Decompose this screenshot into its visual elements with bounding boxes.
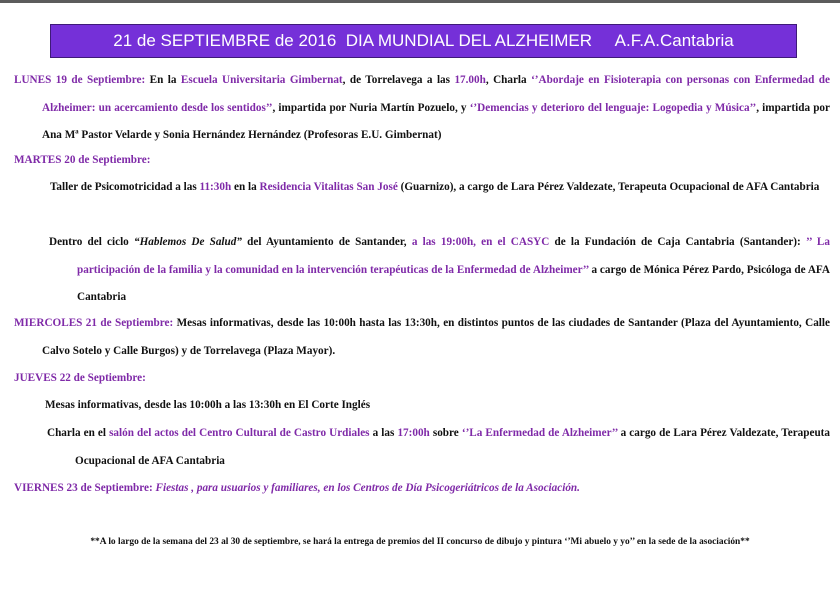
tuesday-e1-text-2: en la — [231, 181, 260, 193]
thursday-e2-text-1: Charla en el — [47, 427, 110, 439]
thursday-e2-time: 17:00h — [397, 427, 430, 439]
tuesday-e2-text-1: Dentro del ciclo — [49, 236, 134, 248]
tuesday-heading — [14, 147, 830, 175]
tuesday-e2-text-3: de la Fundación de Caja Cantabria (Santander): — [549, 236, 806, 248]
thursday-e2-venue: salón del actos del Centro Cultural de Castro Urdiales — [109, 427, 370, 439]
tuesday-e1-time: 11:30h — [199, 181, 232, 193]
page-title: 21 de SEPTIEMBRE de 2016 DIA MUNDIAL DEL ALZHEIMER A.F.A.Cantabria — [113, 31, 734, 50]
monday-text-5: , impartida por Ana Mª Pastor Velarde y Sonia Hernández Hernández (Profesoras E.U. Gimbernat) — [42, 101, 830, 141]
monday-venue: Escuela Universitaria Gimbernat — [180, 74, 343, 86]
page-title-banner — [50, 24, 797, 58]
thursday-e2-text-4: a cargo de Lara Pérez Valdezate, Terapeuta Ocupacional de AFA Cantabria — [75, 427, 830, 467]
monday-time: 17.00h — [454, 74, 486, 86]
thursday-entry-1 — [45, 392, 830, 420]
monday-entry — [14, 67, 830, 150]
tuesday-e2-text-2: del Ayuntamiento de Santander, — [241, 236, 412, 248]
wednesday-text: Mesas informativas, desde las 10:00h hasta las 13:30h, en distintos puntos de las ciudades de Santander (Plaza del Ayuntamiento, Calle Calvo Sotelo y Calle Burgos) y de Torrelavega (Plaza Mayor). — [42, 317, 830, 357]
tuesday-e2-talk: ’’ La participación de la familia y la comunidad en la intervención terapéuticas de la Enfermedad de Alzheimer’’ — [77, 236, 830, 276]
wednesday-date: MIERCOLES 21 de Septiembre: — [14, 317, 174, 329]
tuesday-entry-2 — [49, 229, 830, 312]
awards-note: **A lo largo de la semana del 23 al 30 de septiembre, se hará la entrega de premios del II concurso de dibujo y pintura ‘’Mi abuelo y yo’’ en la sede de la asociación** — [90, 537, 750, 547]
thursday-entry-2 — [47, 420, 830, 475]
monday-text-4: , impartida por Nuria Martín Pozuelo, y — [272, 101, 470, 114]
monday-date: LUNES 19 de Septiembre: — [14, 74, 146, 86]
tuesday-e2-text-4: a cargo de Mónica Pérez Pardo, Psicóloga de AFA Cantabria — [77, 263, 831, 303]
monday-text-1: En la — [145, 74, 181, 86]
tuesday-e1-text-1: Taller de Psicomotricidad a las — [50, 181, 200, 193]
monday-talk-1: ‘’Abordaje en Fisioterapia con personas con Enfermedad de Alzheimer: un acercamiento desde los sentidos’’ — [42, 74, 830, 114]
friday-text: Fiestas , para usuarios y familiares, en los Centros de Día Psicogeriátricos de la Asociación. — [152, 482, 580, 494]
monday-text-3: , Charla — [485, 74, 532, 86]
tuesday-entry-1 — [50, 174, 830, 202]
thursday-heading — [14, 365, 830, 393]
tuesday-e2-cycle: “Hablemos De Salud” — [133, 236, 242, 248]
thursday-e1-text: Mesas informativas, desde las 10:00h a las 13:30h en El Corte Inglés — [45, 399, 371, 411]
thursday-e2-text-3: sobre — [429, 427, 462, 439]
monday-talk-2: ‘’Demencias y deterioro del lenguaje: Logopedia y Música’’ — [469, 101, 757, 114]
tuesday-date: MARTES 20 de Septiembre: — [14, 154, 151, 166]
monday-text-2: , de Torrelavega a las — [342, 74, 455, 86]
thursday-e2-talk: ‘’La Enfermedad de Alzheimer’’ — [461, 427, 618, 439]
wednesday-entry — [14, 310, 830, 365]
friday-entry — [14, 475, 830, 503]
tuesday-e1-venue: Residencia Vitalitas San José — [259, 181, 398, 193]
top-border — [0, 0, 840, 3]
thursday-date: JUEVES 22 de Septiembre: — [14, 372, 146, 384]
thursday-e2-text-2: a las — [369, 427, 398, 439]
tuesday-e2-time: a las 19:00h, en el CASYC — [411, 236, 550, 248]
tuesday-e1-text-3: (Guarnizo), a cargo de Lara Pérez Valdezate, Terapeuta Ocupacional de AFA Cantabria — [397, 181, 820, 193]
friday-date: VIERNES 23 de Septiembre: — [14, 482, 153, 494]
